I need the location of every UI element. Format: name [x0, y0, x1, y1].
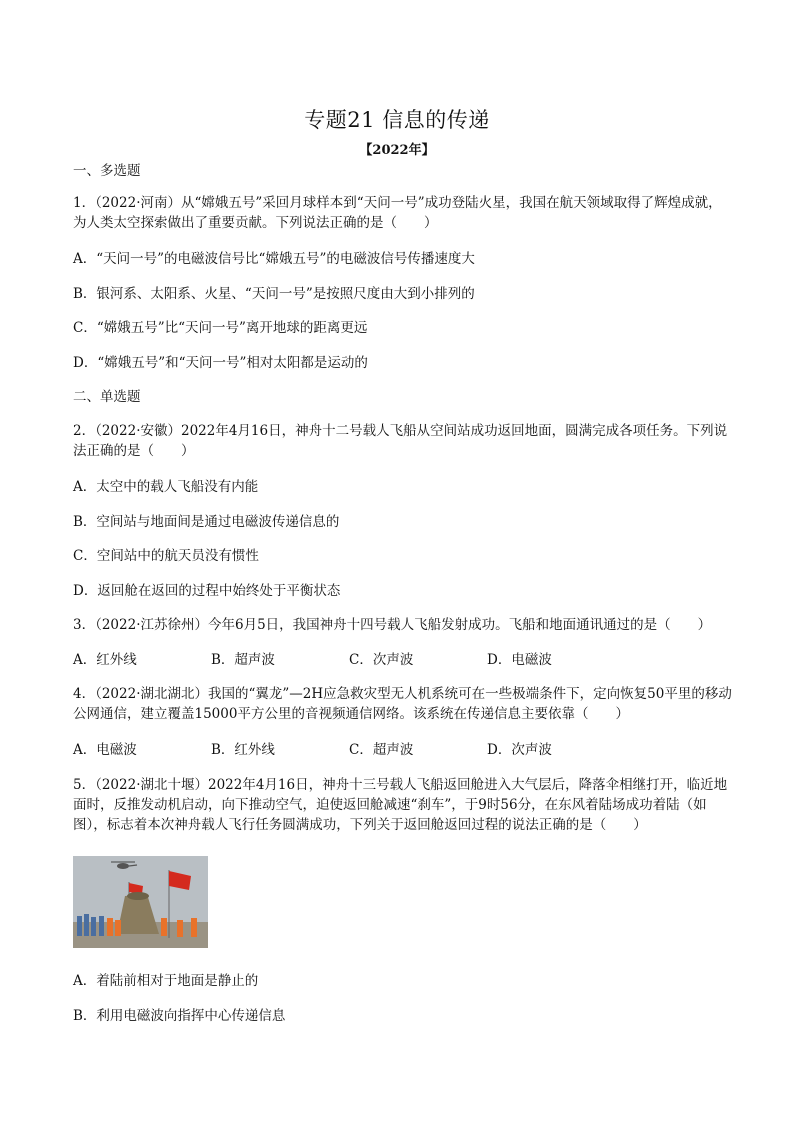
year-heading: 【2022年】 [359, 143, 435, 158]
question-3-stem: 3．（2022·江苏徐州）今年6月5日，我国神舟十四号载人飞船发射成功。飞船和地面通讯通过的是（ ） [73, 617, 712, 633]
q4-option-c: C．超声波 [349, 742, 414, 758]
question-5-stem: 5．（2022·湖北十堰）2022年4月16日，神舟十三号载人飞船返回舱进入大气层后，降落伞相继打开，临近地面时，反推发动机启动，向下推动空气，迫使返回舱减速“刹车”，于9时56分，在东风着陆场成功着陆（如图），标志着本次神舟载人飞行任务圆满成功，下列关于返回舱返回过程的说法正确的是（ ） [73, 777, 728, 833]
question-2-stem: 2．（2022·安徽）2022年4月16日，神舟十二号载人飞船从空间站成功返回地面，圆满完成各项任务。下列说法正确的是（ ） [73, 423, 728, 459]
q1-option-c: C．“嫦娥五号”比“天问一号”离开地球的距离更远 [73, 320, 368, 336]
q3-option-a: A．红外线 [73, 652, 137, 668]
q3-option-d: D．电磁波 [487, 652, 552, 668]
q3-options [73, 650, 625, 670]
q2-option-b: B．空间站与地面间是通过电磁波传递信息的 [73, 514, 340, 530]
q3-option-b: B．超声波 [211, 652, 275, 668]
capsule-landing-photo [73, 856, 208, 948]
q1-option-b: B．银河系、太阳系、火星、“天问一号”是按照尺度由大到小排列的 [73, 286, 475, 302]
q4-option-d: D．次声波 [487, 742, 552, 758]
q4-option-a: A．电磁波 [73, 742, 137, 758]
q1-option-d: D．“嫦娥五号”和“天问一号”相对太阳都是运动的 [73, 355, 368, 371]
q2-option-c: C．空间站中的航天员没有惯性 [73, 548, 259, 564]
question-1-stem: 1．（2022·河南）从“嫦娥五号”采回月球样本到“天问一号”成功登陆火星，我国在航天领域取得了辉煌成就，为人类太空探索做出了重要贡献。下列说法正确的是（ ） [73, 195, 722, 231]
q5-option-a: A．着陆前相对于地面是静止的 [73, 973, 259, 989]
question-4-stem: 4．（2022·湖北湖北）我国的“翼龙”—2H应急救灾型无人机系统可在一些极端条件下，定向恢复50平里的移动公网通信，建立覆盖15000平方公里的音视频通信网络。该系统在传递信息主要依靠（ ） [73, 686, 732, 722]
q4-options [73, 740, 625, 760]
q1-option-a: A．“天问一号”的电磁波信号比“嫦娥五号”的电磁波信号传播速度大 [73, 251, 475, 267]
q4-option-b: B．红外线 [211, 742, 275, 758]
q3-option-c: C．次声波 [349, 652, 414, 668]
q2-option-a: A．太空中的载人飞船没有内能 [73, 479, 259, 495]
section-heading-multi: 一、多选题 [73, 163, 141, 179]
q2-option-d: D．返回舱在返回的过程中始终处于平衡状态 [73, 583, 341, 599]
q5-option-b: B．利用电磁波向指挥中心传递信息 [73, 1008, 286, 1024]
section-heading-single: 二、单选题 [73, 389, 141, 405]
page-title: 专题21 信息的传递 [304, 108, 490, 132]
